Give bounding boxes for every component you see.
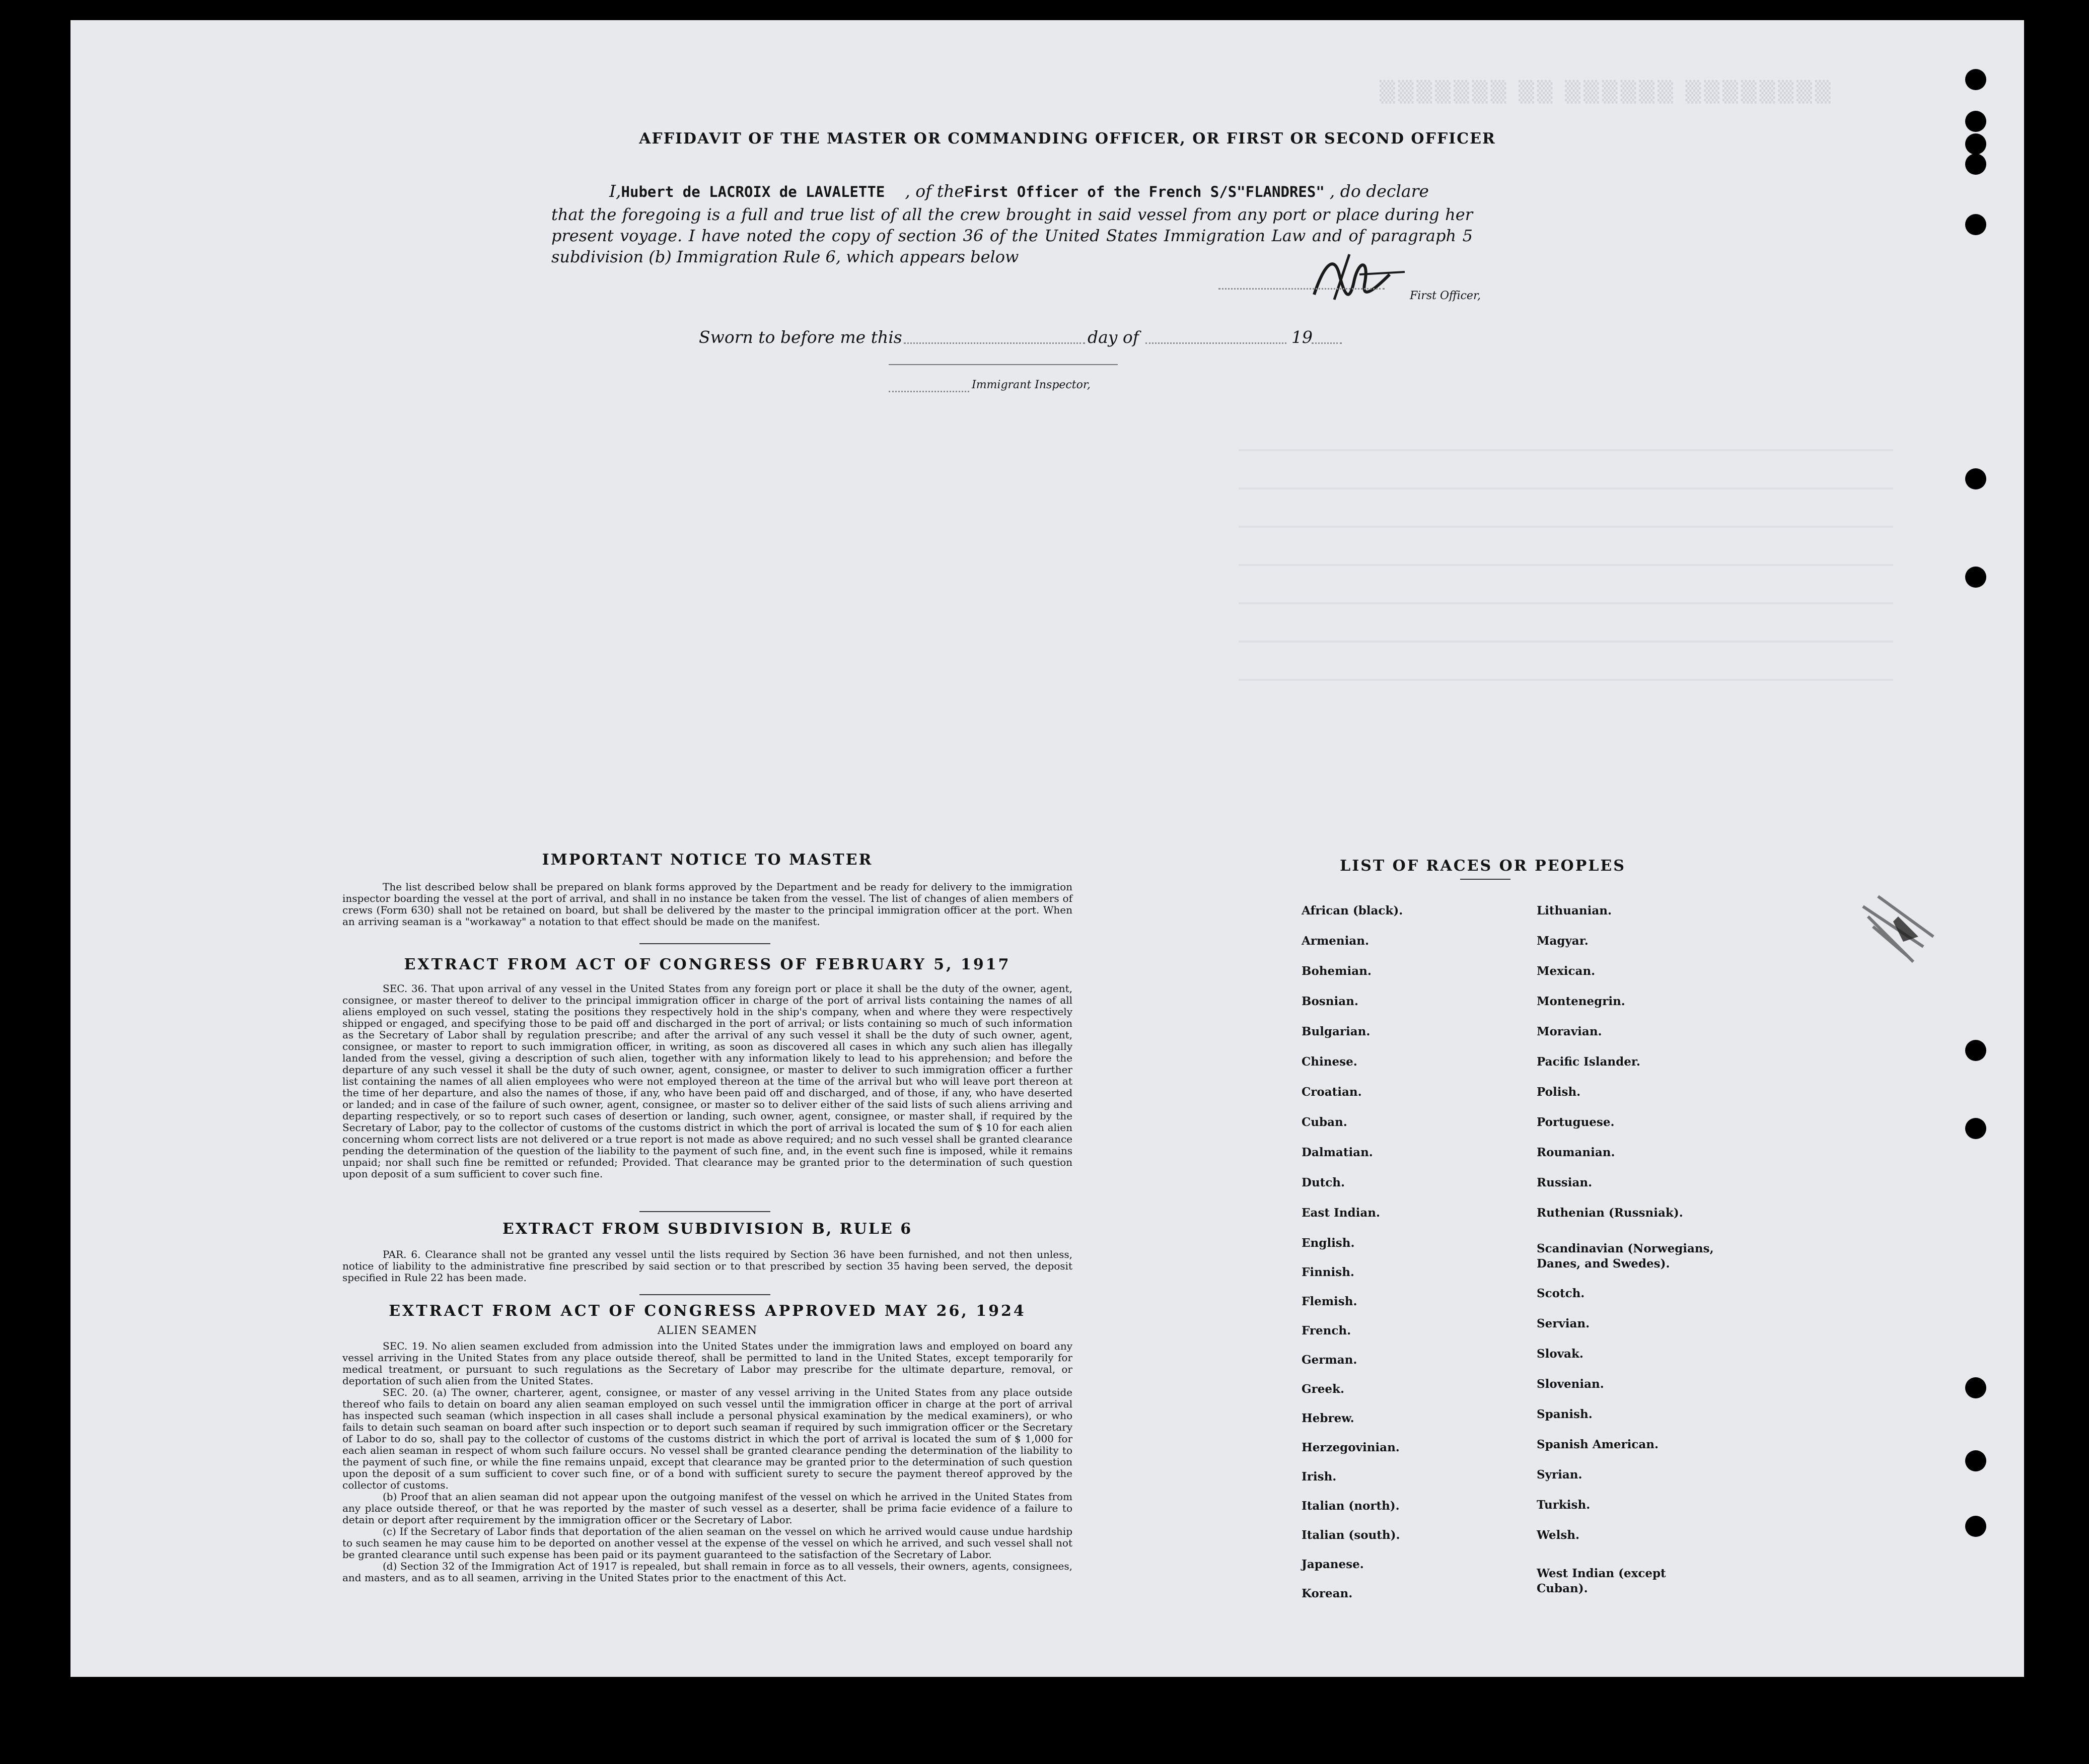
race-right-item: Syrian. bbox=[1537, 1468, 1582, 1481]
extract-1924-paragraph: (c) If the Secretary of Labor finds that deportation of the alien seaman on the vessel on which he arrived would cause undue hardship to such seamen he may cause him to be deported on another vessel at the expense of the vessel on which he arrived, and such vessel shall not be granted clearance until such expense has been paid or its payment guaranteed to the satisfaction of the Secretary of Labor. bbox=[342, 1525, 1072, 1561]
notice-divider bbox=[639, 943, 770, 944]
extract-1917-divider bbox=[639, 1211, 770, 1212]
day-of-label: day of bbox=[1088, 327, 1139, 347]
punch-hole bbox=[1965, 111, 1986, 132]
sworn-year-field bbox=[1312, 342, 1342, 344]
race-left-item: African (black). bbox=[1302, 904, 1403, 918]
race-left-item: Irish. bbox=[1302, 1470, 1337, 1484]
punch-hole bbox=[1965, 1118, 1986, 1139]
bleed-through-text: ▒▒▒▒▒▒▒ ▒▒ ▒▒▒▒▒▒ ▒▒▒▒▒▒▒▒ bbox=[1380, 81, 1834, 104]
punch-hole bbox=[1965, 1450, 1986, 1471]
race-right-item: Scandinavian (Norwegians, Danes, and Swedes). bbox=[1537, 1242, 1714, 1271]
extract-1924-body bbox=[342, 1340, 1072, 1584]
race-right-item: West Indian (except Cuban). bbox=[1537, 1567, 1666, 1595]
sworn-label: Sworn to before me this bbox=[699, 327, 902, 347]
year-prefix: 19 bbox=[1291, 327, 1313, 347]
notice-text: The list described below shall be prepared on blank forms approved by the Department and be ready for delivery to the immigration inspector boarding the vessel at the port of arrival, and shall in no instance be taken from the vessel. The list of changes of alien members of crews (Form 630) shall not be retained on board, but shall be delivered by the master to the principal immigration officer at the port. When an arriving seaman is a "workaway" a notation to that effect should be made on the manifest. bbox=[342, 881, 1072, 928]
extract-1917-title: EXTRACT FROM ACT OF CONGRESS OF FEBRUARY 5, 1917 bbox=[404, 956, 1011, 973]
race-right-item: Polish. bbox=[1537, 1085, 1581, 1099]
sworn-day-field bbox=[904, 342, 1085, 344]
punch-hole bbox=[1965, 468, 1986, 489]
extract-1924-paragraph: SEC. 19. No alien seamen excluded from admission into the United States under the immigration laws and employed on board any vessel arriving in the United States from any place outside thereof, shall be permitted to land in the United States, except temporarily for medical treatment, or pursuant to such regulations as the Secretary of Labor may prescribe for the ultimate departure, removal, or deportation of such alien from the United States. bbox=[342, 1340, 1072, 1387]
extract-1924-paragraph: SEC. 20. (a) The owner, charterer, agent, consignee, or master of any vessel arriving in the United States from any place outside thereof who fails to detain on board any alien seaman employed on such vessel until the immigration officer in charge at the port of arrival has inspected such seaman (which inspection in all cases shall include a personal physical examination by the medical examiners), or who fails to detain such seaman on board after such inspection or to deport such seaman if required by such immigration officer or the Secretary of Labor to do so, shall pay to the collector of customs of the customs district in which the port of arrival is located the sum of $ 1,000 for each alien seaman in respect of whom such failure occurs. No vessel shall be granted clearance pending the determination of the liability to the payment of such fine, or while the fine remains unpaid, except that clearance may be granted prior to the determination of such question upon the deposit of a sum sufficient to cover such fine, or of a bond with sufficient surety to secure the payment thereof approved by the collector of customs. bbox=[342, 1386, 1072, 1491]
inspector-label: Immigrant Inspector, bbox=[972, 379, 1091, 391]
extract-rule6-text: PAR. 6. Clearance shall not be granted any vessel until the lists required by Section 36 have been furnished, and not then unless, notice of liability to the administrative fine prescribed by said section or to that prescribed by section 35 having been served, the deposit specified in Rule 22 has been made. bbox=[342, 1248, 1072, 1284]
punch-hole bbox=[1965, 154, 1986, 175]
extract-rule6-title: EXTRACT FROM SUBDIVISION B, RULE 6 bbox=[502, 1220, 913, 1238]
extract-1924-subtitle: ALIEN SEAMEN bbox=[657, 1324, 758, 1337]
race-left-item: Hebrew. bbox=[1302, 1412, 1354, 1425]
races-divider bbox=[1460, 879, 1510, 880]
race-left-item: Japanese. bbox=[1302, 1558, 1364, 1571]
race-left-item: Bohemian. bbox=[1302, 964, 1372, 978]
race-right-item: Russian. bbox=[1537, 1176, 1593, 1189]
bleed-through-column bbox=[1239, 413, 1893, 715]
signature-line bbox=[1218, 288, 1385, 290]
race-right-item: Slovenian. bbox=[1537, 1377, 1604, 1391]
extract-1924-paragraph: (d) Section 32 of the Immigration Act of 1917 is repealed, but shall remain in force as to all vessels, their owners, agents, consignees, and masters, and as to all seamen, arriving in the United States prior to the enactment of this Act. bbox=[342, 1560, 1072, 1584]
race-left-item: Dutch. bbox=[1302, 1176, 1345, 1189]
race-right-item: Slovak. bbox=[1537, 1347, 1583, 1361]
declarant-position: First Officer of the French S/S"FLANDRES" bbox=[964, 183, 1325, 200]
race-right-item: Pacific Islander. bbox=[1537, 1055, 1640, 1069]
race-right-item: Scotch. bbox=[1537, 1287, 1585, 1300]
punch-hole bbox=[1965, 1040, 1986, 1061]
officer-caption: First Officer, bbox=[1410, 290, 1481, 302]
punch-hole bbox=[1965, 133, 1986, 155]
extract-1924-title: EXTRACT FROM ACT OF CONGRESS APPROVED MAY 26, 1924 bbox=[389, 1302, 1026, 1320]
race-left-item: English. bbox=[1302, 1236, 1355, 1250]
race-left-item: Armenian. bbox=[1302, 934, 1370, 948]
race-left-item: Bulgarian. bbox=[1302, 1025, 1371, 1038]
extract-rule6-divider bbox=[639, 1294, 770, 1295]
race-left-item: Italian (south). bbox=[1302, 1528, 1400, 1542]
inspector-rule bbox=[889, 364, 1118, 365]
race-left-item: Korean. bbox=[1302, 1587, 1353, 1600]
race-right-item: Spanish American. bbox=[1537, 1438, 1659, 1451]
race-left-item: French. bbox=[1302, 1324, 1351, 1337]
races-title: LIST OF RACES OR PEOPLES bbox=[1340, 857, 1626, 875]
inspector-signature-field bbox=[889, 391, 969, 392]
sworn-month-field bbox=[1145, 342, 1286, 344]
declarant-name: Hubert de LACROIX de LAVALETTE bbox=[621, 183, 885, 200]
punch-hole bbox=[1965, 1377, 1986, 1398]
race-right-item: Spanish. bbox=[1537, 1407, 1593, 1421]
declaration-of-the: , of the bbox=[905, 181, 964, 201]
declaration-body: that the foregoing is a full and true list of all the crew brought in said vessel from any port or place during her present voyage. I have noted the copy of section 36 of the United States Immigration Law and of paragraph 5 subdivision (b) Immigration Rule 6, which appears below bbox=[551, 205, 1473, 266]
race-left-item: Chinese. bbox=[1302, 1055, 1357, 1069]
race-left-item: Italian (north). bbox=[1302, 1499, 1400, 1513]
race-left-item: East Indian. bbox=[1302, 1206, 1380, 1220]
extract-1924-paragraph: (b) Proof that an alien seaman did not appear upon the outgoing manifest of the vessel on which he arrived in the United States from any place outside thereof, or that he was reported by the master of such vessel as a deserter, shall be prima facie evidence of a failure to detain or deport after requirement by the immigration officer or the Secretary of Labor. bbox=[342, 1491, 1072, 1526]
declaration-lead: I, bbox=[609, 181, 621, 201]
extract-1917-text: SEC. 36. That upon arrival of any vessel in the United States from any foreign port or place it shall be the duty of the owner, agent, consignee, or master thereof to deliver to the principal immigration officer in charge of the port of arrival lists containing the names of all aliens employed on such vessel, stating the positions they respectively hold in the ship's company, when and where they were respectively shipped or engaged, and specifying those to be paid off and discharged in the port of arrival; or lists containing so much of such information as the Secretary of Labor shall by regulation prescribe; and after the arrival of any such vessel it shall be the duty of such owner, agent, consignee, or master to report to such immigration officer, in writing, as soon as discovered all cases in which any such alien has illegally landed from the vessel, giving a description of such alien, together with any information likely to lead to his apprehension; and before the departure of any such vessel it shall be the duty of such owner, agent, consignee, or master to deliver to such immigration officer a further list containing the names of all alien employees who were not employed thereon at the time of the arrival but who will leave port thereon at the time of her departure, and also the names of those, if any, who have been paid off and discharged, and of those, if any, who have deserted or landed; and in case of the failure of such owner, agent, consignee, or master so to deliver either of the said lists of such aliens arriving and departing respectively, or so to report such cases of desertion or landing, such owner, agent, consignee, or master shall, if required by the Secretary of Labor, pay to the collector of customs of the customs district in which the port of arrival is located the sum of $ 10 for each alien concerning whom correct lists are not delivered or a true report is not made as above required; and no such vessel shall be granted clearance pending the determination of the question of the liability to the payment of such fine, and, in the event such fine is imposed, while it remains unpaid; nor shall such fine be remitted or refunded; Provided. That clearance may be granted prior to the determination of such question upon deposit of a sum sufficient to cover such fine. bbox=[342, 982, 1072, 1180]
race-left-item: Cuban. bbox=[1302, 1115, 1347, 1129]
race-right-item: Moravian. bbox=[1537, 1025, 1602, 1038]
race-left-item: Finnish. bbox=[1302, 1265, 1354, 1279]
race-right-item: Montenegrin. bbox=[1537, 995, 1625, 1008]
race-right-item: Roumanian. bbox=[1537, 1146, 1615, 1159]
manifest-page bbox=[70, 20, 2024, 1677]
race-right-item: Lithuanian. bbox=[1537, 904, 1612, 918]
race-left-item: Herzegovinian. bbox=[1302, 1441, 1400, 1454]
punch-hole bbox=[1965, 567, 1986, 588]
declaration-do-declare: , do declare bbox=[1329, 181, 1429, 201]
punch-hole bbox=[1965, 1516, 1986, 1537]
officer-signature bbox=[1304, 244, 1415, 315]
race-left-item: Bosnian. bbox=[1302, 995, 1358, 1008]
punch-hole bbox=[1965, 69, 1986, 90]
race-right-item: Mexican. bbox=[1537, 964, 1596, 978]
race-right-item: Ruthenian (Russniak). bbox=[1537, 1206, 1683, 1220]
race-left-item: Flemish. bbox=[1302, 1295, 1357, 1308]
race-right-item: Turkish. bbox=[1537, 1498, 1591, 1512]
affidavit-title: AFFIDAVIT OF THE MASTER OR COMMANDING OFFICER, OR FIRST OR SECOND OFFICER bbox=[639, 130, 1496, 148]
race-left-item: Croatian. bbox=[1302, 1085, 1362, 1099]
notice-title: IMPORTANT NOTICE TO MASTER bbox=[542, 851, 873, 869]
race-right-item: Magyar. bbox=[1537, 934, 1589, 948]
race-left-item: German. bbox=[1302, 1353, 1357, 1367]
punch-hole bbox=[1965, 214, 1986, 235]
race-left-item: Greek. bbox=[1302, 1382, 1344, 1396]
race-right-item: Servian. bbox=[1537, 1317, 1590, 1330]
race-right-item: Welsh. bbox=[1537, 1528, 1580, 1542]
race-left-item: Dalmatian. bbox=[1302, 1146, 1373, 1159]
declaration-line bbox=[609, 181, 1566, 201]
ink-smudge bbox=[1848, 876, 1949, 977]
race-right-item: Portuguese. bbox=[1537, 1115, 1615, 1129]
